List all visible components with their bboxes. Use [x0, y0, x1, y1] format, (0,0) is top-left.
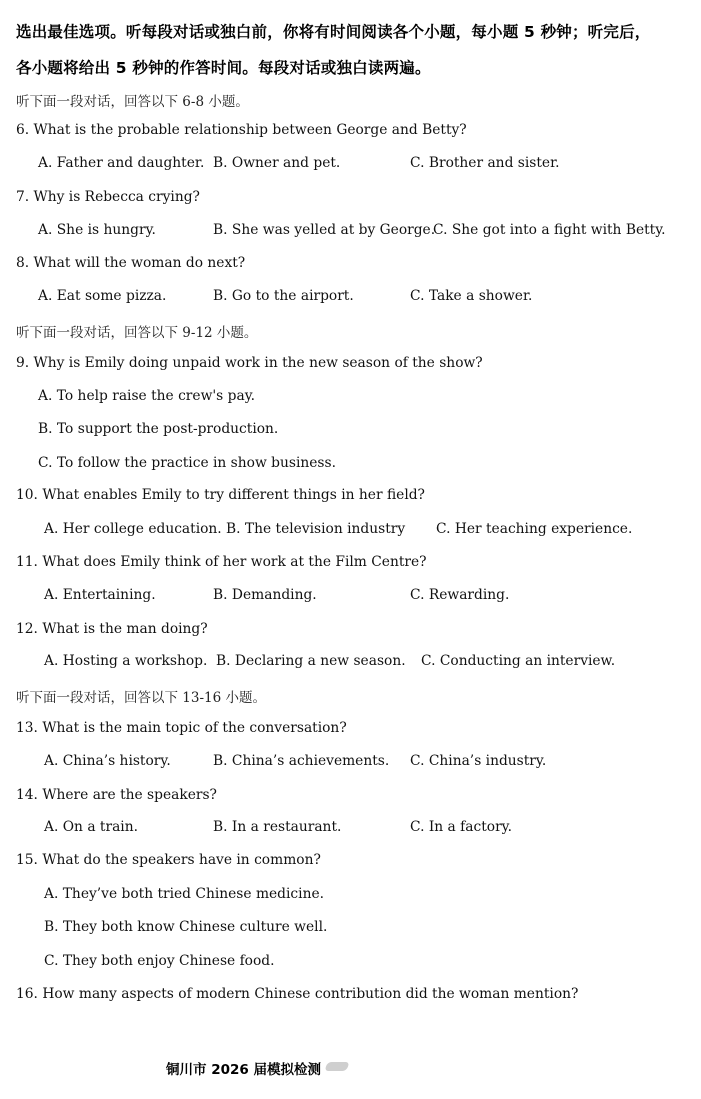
question-12-stem: 12. What is the man doing?	[16, 621, 208, 637]
page-smudge	[324, 1062, 349, 1071]
footer-title: 铜川市 2026 届模拟检测	[166, 1062, 321, 1078]
question-10-stem: 10. What enables Emily to try different things in her field?	[16, 487, 425, 503]
question-14-option-b: B. In a restaurant.	[213, 819, 342, 835]
section-heading-6-8: 听下面一段对话，回答以下 6-8 小题。	[16, 94, 249, 110]
question-11-stem: 11. What does Emily think of her work at the Film Centre?	[16, 554, 427, 570]
question-6-option-c: C. Brother and sister.	[410, 155, 560, 171]
question-11-option-b: B. Demanding.	[213, 587, 317, 603]
question-11-option-c: C. Rewarding.	[410, 587, 510, 603]
question-13-option-c: C. China’s industry.	[410, 753, 547, 769]
question-9-stem: 9. Why is Emily doing unpaid work in the new season of the show?	[16, 355, 483, 371]
question-12-option-c: C. Conducting an interview.	[421, 653, 616, 669]
question-7-option-b: B. She was yelled at by George.	[213, 222, 436, 238]
question-10-option-c: C. Her teaching experience.	[436, 521, 633, 537]
question-15-option-c: C. They both enjoy Chinese food.	[44, 953, 275, 969]
question-9-option-b: B. To support the post-production.	[38, 421, 279, 437]
question-9-option-c: C. To follow the practice in show business.	[38, 455, 336, 471]
question-7-option-a: A. She is hungry.	[38, 222, 156, 238]
question-8-stem: 8. What will the woman do next?	[16, 255, 246, 271]
question-13-option-b: B. China’s achievements.	[213, 753, 390, 769]
question-14-stem: 14. Where are the speakers?	[16, 787, 217, 803]
question-14-option-a: A. On a train.	[44, 819, 138, 835]
question-11-option-a: A. Entertaining.	[44, 587, 156, 603]
question-16-stem: 16. How many aspects of modern Chinese contribution did the woman mention?	[16, 986, 579, 1002]
question-6-option-a: A. Father and daughter.	[38, 155, 205, 171]
instructions-line-1: 选出最佳选项。听每段对话或独白前，你将有时间阅读各个小题，每小题 5 秒钟；听完后，	[16, 23, 651, 41]
instructions-line-2: 各小题将给出 5 秒钟的作答时间。每段对话或独白读两遍。	[16, 59, 431, 77]
question-9-option-a: A. To help raise the crew's pay.	[38, 388, 256, 404]
question-12-option-b: B. Declaring a new season.	[216, 653, 406, 669]
question-15-option-b: B. They both know Chinese culture well.	[44, 919, 328, 935]
question-14-option-c: C. In a factory.	[410, 819, 513, 835]
question-7-option-c: C. She got into a fight with Betty.	[433, 222, 666, 238]
question-8-option-c: C. Take a shower.	[410, 288, 533, 304]
question-7-stem: 7. Why is Rebecca crying?	[16, 189, 200, 205]
section-heading-13-16: 听下面一段对话，回答以下 13-16 小题。	[16, 690, 267, 706]
question-10-option-b: B. The television industry	[226, 521, 406, 537]
question-8-option-b: B. Go to the airport.	[213, 288, 354, 304]
question-8-option-a: A. Eat some pizza.	[38, 288, 167, 304]
question-13-option-a: A. China’s history.	[44, 753, 171, 769]
question-6-stem: 6. What is the probable relationship between George and Betty?	[16, 122, 467, 138]
question-12-option-a: A. Hosting a workshop.	[44, 653, 208, 669]
question-10-option-a: A. Her college education.	[44, 521, 222, 537]
section-heading-9-12: 听下面一段对话，回答以下 9-12 小题。	[16, 325, 258, 341]
question-13-stem: 13. What is the main topic of the conversation?	[16, 720, 347, 736]
question-15-option-a: A. They’ve both tried Chinese medicine.	[44, 886, 325, 902]
question-15-stem: 15. What do the speakers have in common?	[16, 852, 321, 868]
question-6-option-b: B. Owner and pet.	[213, 155, 341, 171]
